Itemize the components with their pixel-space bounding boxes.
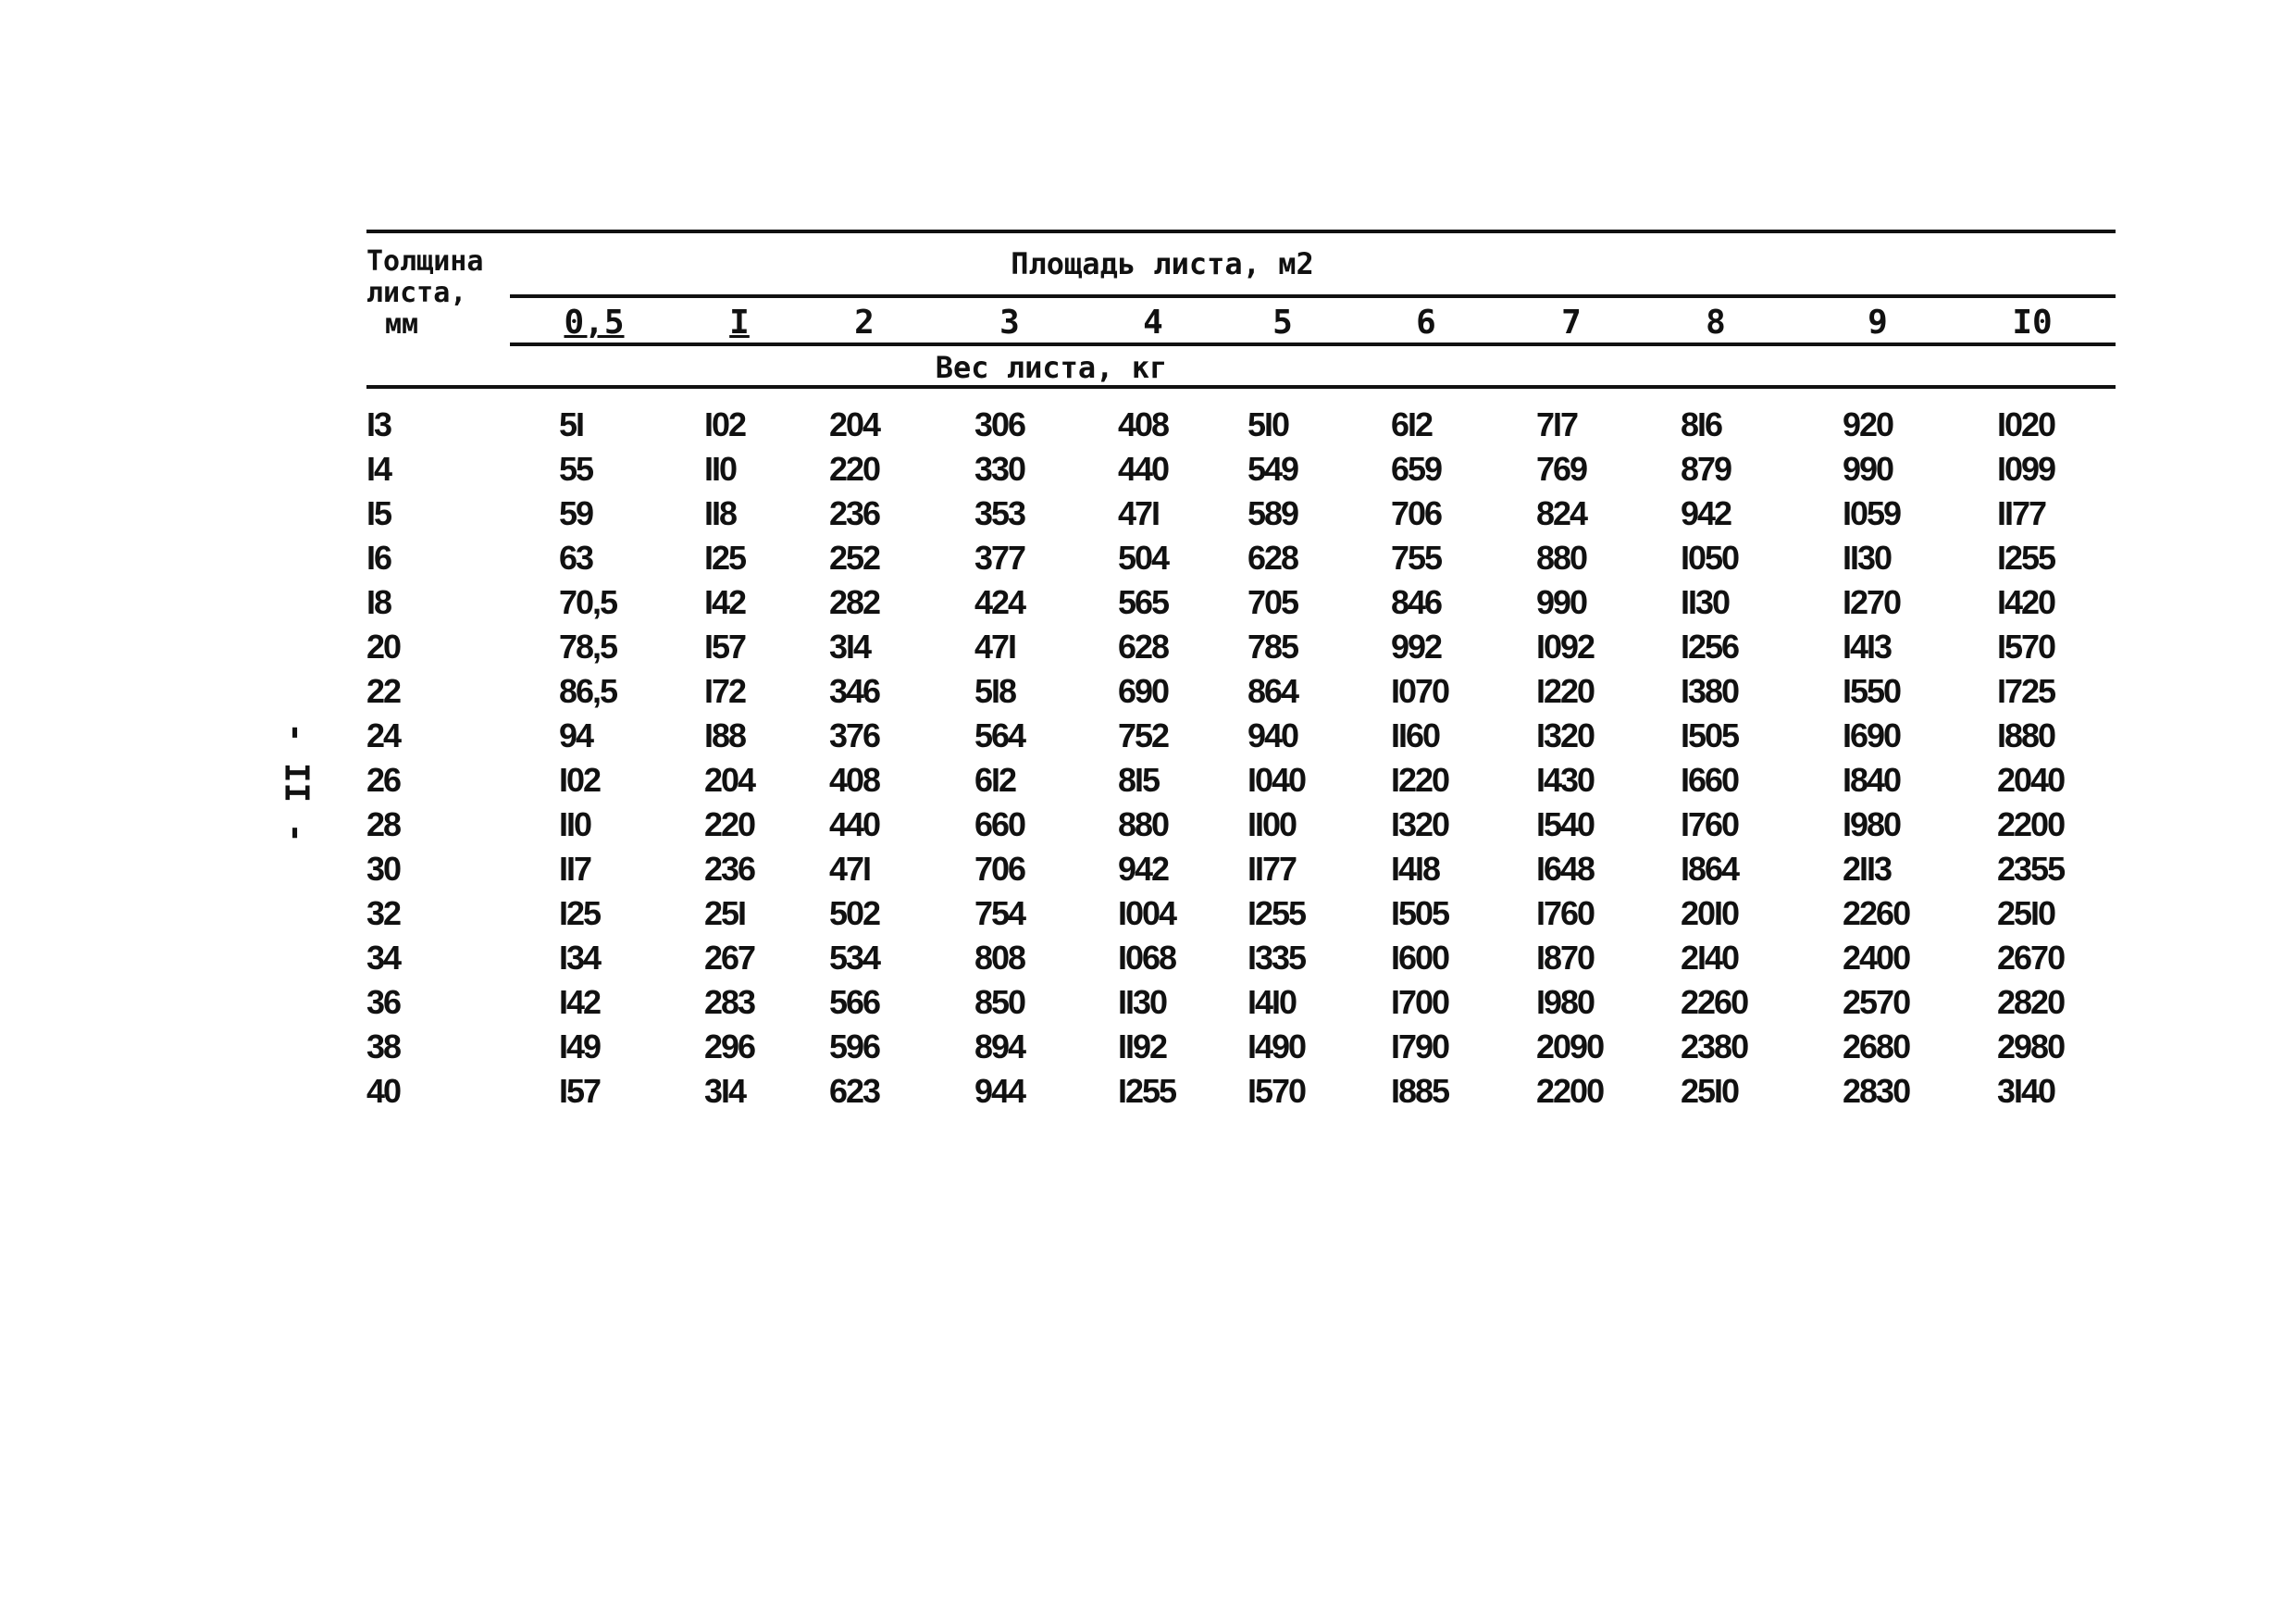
weight-cell: I72 — [704, 672, 746, 710]
weight-cell: I070 — [1391, 672, 1449, 710]
weight-cell: I700 — [1391, 983, 1449, 1021]
weight-cell: II30 — [1681, 583, 1730, 621]
weight-cell: I505 — [1681, 716, 1739, 754]
weight-cell: 752 — [1118, 716, 1169, 754]
weight-cell: 2260 — [1843, 894, 1910, 932]
weight-cell: I490 — [1247, 1027, 1306, 1065]
table-row — [366, 672, 2116, 716]
weight-cell: I790 — [1391, 1027, 1449, 1065]
weight-cell: 25I0 — [1681, 1072, 1739, 1110]
top-rule — [366, 230, 2116, 233]
table-row — [366, 850, 2116, 894]
thickness-cell: 22 — [366, 672, 401, 710]
column-header: 4 — [1143, 304, 1163, 342]
weight-cell: I725 — [1997, 672, 2055, 710]
weight-cell: I270 — [1843, 583, 1901, 621]
thickness-cell: 34 — [366, 939, 401, 977]
weight-cell: 2I40 — [1681, 939, 1739, 977]
column-header: 2 — [854, 304, 875, 342]
weight-cell: 8I5 — [1118, 761, 1160, 799]
weight-cell: I57 — [704, 628, 746, 666]
weight-cell: I068 — [1118, 939, 1176, 977]
weight-cell: II0 — [704, 450, 737, 488]
weight-cell: II00 — [1247, 805, 1297, 843]
table-row — [366, 1027, 2116, 1072]
weight-cell: 282 — [829, 583, 880, 621]
column-header: 5 — [1272, 304, 1293, 342]
weight-cell: I255 — [1997, 539, 2055, 577]
weight-cell: 47I — [829, 850, 871, 888]
weight-cell: 376 — [829, 716, 880, 754]
weight-cell: 824 — [1536, 494, 1587, 532]
weight-cell: 377 — [974, 539, 1025, 577]
weight-cell: II30 — [1118, 983, 1167, 1021]
thickness-cell: 36 — [366, 983, 401, 1021]
weight-cell: 346 — [829, 672, 880, 710]
weight-cell: I380 — [1681, 672, 1739, 710]
weight-cell: I760 — [1681, 805, 1739, 843]
thickness-cell: 28 — [366, 805, 401, 843]
weight-cell: 565 — [1118, 583, 1169, 621]
weight-cell: 283 — [704, 983, 755, 1021]
weight-cell: 705 — [1247, 583, 1298, 621]
weight-cell: I25 — [704, 539, 746, 577]
weight-cell: 408 — [829, 761, 880, 799]
table-row — [366, 1072, 2116, 1116]
weight-cell: I4I3 — [1843, 628, 1892, 666]
weight-cell: II7 — [559, 850, 591, 888]
weight-cell: II0 — [559, 805, 591, 843]
weight-cell: I004 — [1118, 894, 1176, 932]
weight-cell: I420 — [1997, 583, 2055, 621]
weight-cell: II77 — [1997, 494, 2046, 532]
weight-cell: II77 — [1247, 850, 1297, 888]
weight-cell: 942 — [1681, 494, 1731, 532]
weight-cell: 440 — [1118, 450, 1169, 488]
weight-cell: I255 — [1247, 894, 1306, 932]
weight-cell: 2680 — [1843, 1027, 1910, 1065]
weight-cell: I430 — [1536, 761, 1595, 799]
weight-cell: 785 — [1247, 628, 1298, 666]
weight-cell: I505 — [1391, 894, 1449, 932]
weight-cell: I040 — [1247, 761, 1306, 799]
thickness-cell: 38 — [366, 1027, 401, 1065]
weight-cell: 690 — [1118, 672, 1169, 710]
weight-cell: 47I — [1118, 494, 1160, 532]
weight-cell: 220 — [829, 450, 880, 488]
weight-cell: 502 — [829, 894, 880, 932]
thickness-cell: 30 — [366, 850, 401, 888]
weight-cell: 808 — [974, 939, 1025, 977]
weight-cell: 2380 — [1681, 1027, 1748, 1065]
weight-cell: 8I6 — [1681, 405, 1722, 443]
column-header: 0,5 — [564, 304, 625, 342]
column-header: 6 — [1416, 304, 1436, 342]
weight-cell: 589 — [1247, 494, 1298, 532]
table-row — [366, 894, 2116, 939]
weight-cell: I059 — [1843, 494, 1901, 532]
weight-cell: II60 — [1391, 716, 1440, 754]
weight-cell: 660 — [974, 805, 1025, 843]
weight-cell: 236 — [704, 850, 755, 888]
weight-cell: I256 — [1681, 628, 1739, 666]
weight-cell: 2II3 — [1843, 850, 1892, 888]
weight-cell: II92 — [1118, 1027, 1167, 1065]
weight-cell: 236 — [829, 494, 880, 532]
column-header: I — [729, 304, 750, 342]
weight-cell: II8 — [704, 494, 737, 532]
weight-cell: 78,5 — [559, 628, 617, 666]
weight-cell: 3I4 — [704, 1072, 746, 1110]
header-bottom-rule — [366, 385, 2116, 389]
weight-header: Вес листа, кг — [935, 350, 1168, 385]
weight-cell: I099 — [1997, 450, 2055, 488]
weight-cell: 7I7 — [1536, 405, 1578, 443]
weight-cell: 3I40 — [1997, 1072, 2055, 1110]
weight-cell: I57 — [559, 1072, 601, 1110]
page-number: - II - — [277, 721, 316, 843]
weight-cell: I49 — [559, 1027, 601, 1065]
weight-cell: 6I2 — [1391, 405, 1433, 443]
weight-cell: 306 — [974, 405, 1025, 443]
weight-cell: 2040 — [1997, 761, 2065, 799]
weight-cell: I880 — [1997, 716, 2055, 754]
weight-cell: 920 — [1843, 405, 1893, 443]
weight-cell: I02 — [704, 405, 746, 443]
weight-cell: 2400 — [1843, 939, 1910, 977]
weight-cell: 944 — [974, 1072, 1025, 1110]
weight-cell: 408 — [1118, 405, 1169, 443]
weight-cell: I760 — [1536, 894, 1595, 932]
thickness-cell: 20 — [366, 628, 401, 666]
table-row — [366, 628, 2116, 672]
weight-cell: I320 — [1536, 716, 1595, 754]
weight-cell: I660 — [1681, 761, 1739, 799]
weight-cell: 2980 — [1997, 1027, 2065, 1065]
weight-cell: I570 — [1247, 1072, 1306, 1110]
thickness-cell: 26 — [366, 761, 401, 799]
weight-cell: 353 — [974, 494, 1025, 532]
thickness-cell: I3 — [366, 405, 391, 443]
thickness-cell: I4 — [366, 450, 391, 488]
weight-cell: I02 — [559, 761, 601, 799]
weight-cell: 596 — [829, 1027, 880, 1065]
weight-cell: 754 — [974, 894, 1025, 932]
weight-cell: I220 — [1391, 761, 1449, 799]
table-row — [366, 539, 2116, 583]
weight-cell: 47I — [974, 628, 1016, 666]
column-header: 8 — [1706, 304, 1726, 342]
weight-cell: I25 — [559, 894, 601, 932]
weight-cell: 659 — [1391, 450, 1442, 488]
table-row — [366, 939, 2116, 983]
weight-cell: 2355 — [1997, 850, 2065, 888]
weight-cell: 628 — [1118, 628, 1169, 666]
table-row — [366, 805, 2116, 850]
weight-cell: 864 — [1247, 672, 1298, 710]
weight-cell: 880 — [1536, 539, 1587, 577]
weight-cell: 850 — [974, 983, 1025, 1021]
weight-cell: 204 — [704, 761, 755, 799]
weight-cell: I092 — [1536, 628, 1595, 666]
weight-cell: 2200 — [1536, 1072, 1604, 1110]
thickness-header: Толщина листа, мм — [366, 245, 484, 341]
weight-cell: 94 — [559, 716, 593, 754]
weight-cell: 20I0 — [1681, 894, 1739, 932]
weight-cell: 5I8 — [974, 672, 1016, 710]
weight-cell: 2570 — [1843, 983, 1910, 1021]
weight-cell: 5I0 — [1247, 405, 1289, 443]
weight-cell: 846 — [1391, 583, 1442, 621]
thickness-cell: I5 — [366, 494, 391, 532]
weight-cell: I690 — [1843, 716, 1901, 754]
weight-cell: 706 — [1391, 494, 1442, 532]
weight-cell: 6I2 — [974, 761, 1016, 799]
column-header: 3 — [999, 304, 1020, 342]
thickness-cell: 24 — [366, 716, 401, 754]
weight-cell: 204 — [829, 405, 880, 443]
area-header-rule — [510, 294, 2116, 298]
weight-cell: I648 — [1536, 850, 1595, 888]
weight-cell: I255 — [1118, 1072, 1176, 1110]
weight-cell: 2090 — [1536, 1027, 1604, 1065]
weight-cell: 5I — [559, 405, 584, 443]
weight-cell: 86,5 — [559, 672, 617, 710]
weight-cell: 990 — [1843, 450, 1893, 488]
weight-cell: 894 — [974, 1027, 1025, 1065]
weight-cell: I050 — [1681, 539, 1739, 577]
area-header: Площадь листа, м2 — [1011, 246, 1314, 281]
weight-cell: 2200 — [1997, 805, 2065, 843]
weight-cell: 990 — [1536, 583, 1587, 621]
weight-cell: 623 — [829, 1072, 880, 1110]
weight-cell: I864 — [1681, 850, 1739, 888]
thickness-cell: 40 — [366, 1072, 401, 1110]
weight-cell: I980 — [1843, 805, 1901, 843]
weight-cell: 2830 — [1843, 1072, 1910, 1110]
weight-cell: I885 — [1391, 1072, 1449, 1110]
weight-cell: I870 — [1536, 939, 1595, 977]
weight-cell: 63 — [559, 539, 593, 577]
weight-cell: I570 — [1997, 628, 2055, 666]
weight-cell: 25I — [704, 894, 746, 932]
thickness-cell: I6 — [366, 539, 391, 577]
weight-cell: 504 — [1118, 539, 1169, 577]
weight-cell: 267 — [704, 939, 755, 977]
columns-rule — [510, 342, 2116, 346]
weight-cell: 564 — [974, 716, 1025, 754]
weight-cell: I540 — [1536, 805, 1595, 843]
weight-cell: I88 — [704, 716, 746, 754]
weight-cell: 2670 — [1997, 939, 2065, 977]
table-row — [366, 583, 2116, 628]
table-row — [366, 450, 2116, 494]
table-row — [366, 761, 2116, 805]
weight-cell: I840 — [1843, 761, 1901, 799]
weight-cell: 424 — [974, 583, 1025, 621]
weight-cell: 59 — [559, 494, 593, 532]
weight-cell: I980 — [1536, 983, 1595, 1021]
weight-cell: 880 — [1118, 805, 1169, 843]
weight-cell: 55 — [559, 450, 593, 488]
weight-cell: 940 — [1247, 716, 1298, 754]
weight-cell: I42 — [704, 583, 746, 621]
weight-cell: 25I0 — [1997, 894, 2055, 932]
thickness-cell: I8 — [366, 583, 391, 621]
weight-cell: I220 — [1536, 672, 1595, 710]
column-header: I0 — [2012, 304, 2053, 342]
weight-cell: I600 — [1391, 939, 1449, 977]
column-header: 7 — [1561, 304, 1582, 342]
weight-cell: 992 — [1391, 628, 1442, 666]
weight-cell: 942 — [1118, 850, 1169, 888]
weight-cell: 3I4 — [829, 628, 871, 666]
weight-cell: 70,5 — [559, 583, 617, 621]
weight-cell: 566 — [829, 983, 880, 1021]
thickness-cell: 32 — [366, 894, 401, 932]
weight-cell: I550 — [1843, 672, 1901, 710]
weight-cell: I4I8 — [1391, 850, 1440, 888]
column-header: 9 — [1868, 304, 1888, 342]
weight-cell: I34 — [559, 939, 601, 977]
weight-cell: II30 — [1843, 539, 1892, 577]
table-row — [366, 494, 2116, 539]
weight-cell: 330 — [974, 450, 1025, 488]
weight-cell: 628 — [1247, 539, 1298, 577]
weight-cell: 879 — [1681, 450, 1731, 488]
weight-cell: I320 — [1391, 805, 1449, 843]
weight-cell: 296 — [704, 1027, 755, 1065]
weight-cell: 2260 — [1681, 983, 1748, 1021]
weight-cell: I42 — [559, 983, 601, 1021]
weight-cell: 440 — [829, 805, 880, 843]
weight-cell: 534 — [829, 939, 880, 977]
table-row — [366, 716, 2116, 761]
weight-cell: I4I0 — [1247, 983, 1297, 1021]
weight-cell: 769 — [1536, 450, 1587, 488]
weight-cell: I020 — [1997, 405, 2055, 443]
weight-cell: 220 — [704, 805, 755, 843]
weight-cell: 252 — [829, 539, 880, 577]
weight-cell: 2820 — [1997, 983, 2065, 1021]
weight-cell: I335 — [1247, 939, 1306, 977]
table-row — [366, 405, 2116, 450]
weight-cell: 706 — [974, 850, 1025, 888]
weight-cell: 549 — [1247, 450, 1298, 488]
table-row — [366, 983, 2116, 1027]
weight-cell: 755 — [1391, 539, 1442, 577]
